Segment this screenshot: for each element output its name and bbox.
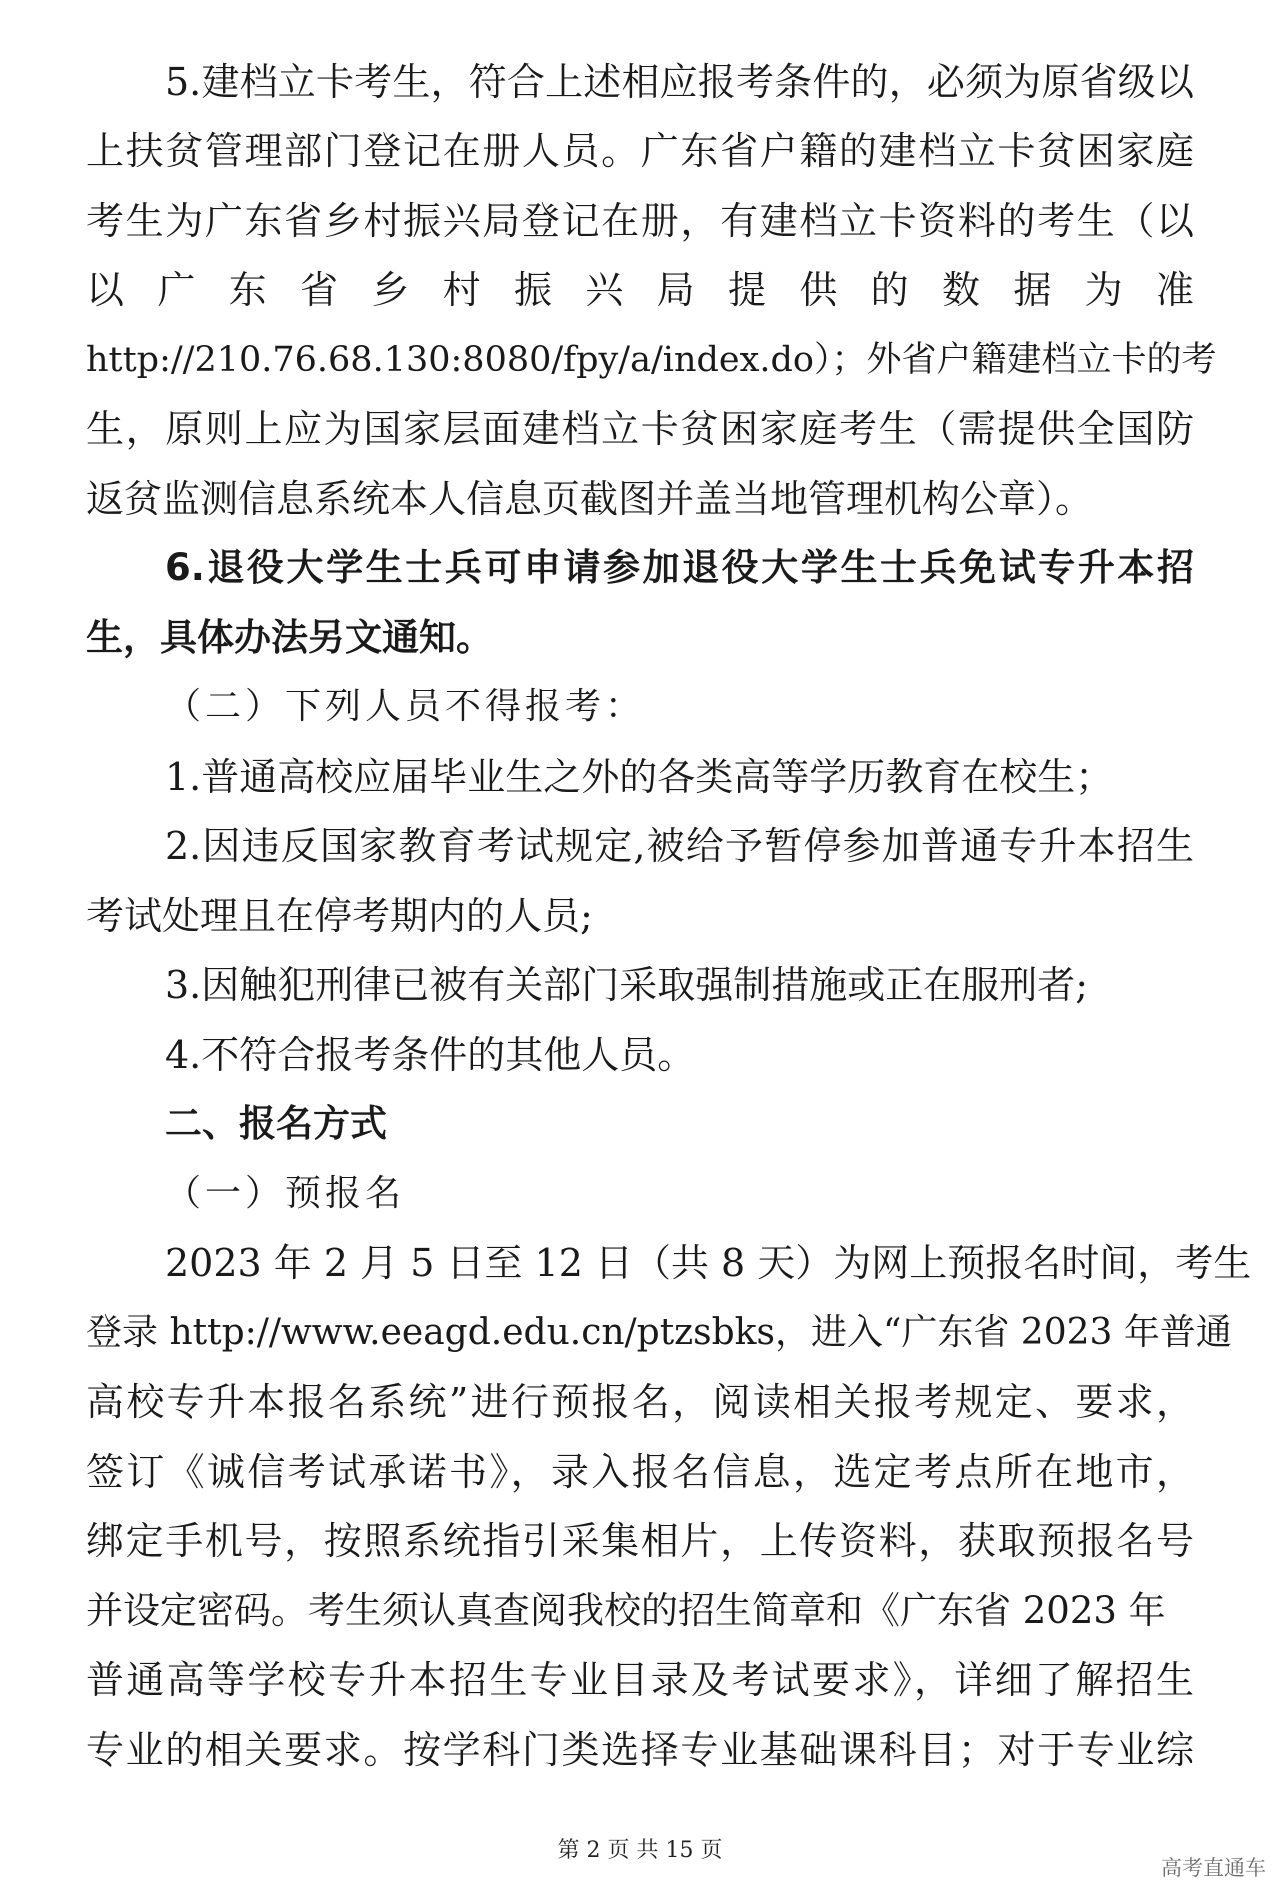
subsection-heading: （一）预报名 [165,1173,406,1214]
bold-paragraph-line: 6.退役大学生士兵可申请参加退役大学生士兵免试专升本招 [165,546,1194,589]
page-number-footer: 第 2 页 共 15 页 [557,1838,723,1863]
list-item: 3.因触犯刑律已被有关部门采取强制措施或正在服刑者; [165,963,1089,1007]
paragraph-line: 登录 http://www.eeagd.edu.cn/ptzsbks，进入“广东省 2023 年普通 [86,1312,1232,1353]
paragraph-line: 2023 年 2 月 5 日至 12 日（共 8 天）为网上预报名时间，考生 [165,1241,1252,1285]
subsection-heading: （二）下列人员不得报考： [165,686,646,727]
section-heading: 二、报名方式 [165,1102,387,1145]
list-item: 1.普通高校应届毕业生之外的各类高等学历教育在校生； [165,755,1114,799]
paragraph-line: 并设定密码。考生须认真查阅我校的招生简章和《广东省 2023 年 [86,1589,1166,1632]
paragraph-line: http://210.76.68.130:8080/fpy/a/index.do）；外省户籍建档立卡的考 [86,340,1217,380]
paragraph-line: 绑定手机号，按照系统指引采集相片，上传资料，获取预报名号 [86,1519,1194,1563]
paragraph-line: 5.建档立卡考生，符合上述相应报考条件的，必须为原省级以 [165,60,1194,104]
paragraph-line: 高校专升本报名系统”进行预报名，阅读相关报考规定、要求， [86,1380,1194,1424]
paragraph-line: 签订《诚信考试承诺书》，录入报名信息，选定考点所在地市， [86,1450,1194,1494]
list-item: 2.因违反国家教育考试规定,被给予暂停参加普通专升本招生 [165,824,1194,868]
paragraph-line: 生，原则上应为国家层面建档立卡贫困家庭考生（需提供全国防 [86,407,1194,451]
paragraph-line: 考生为广东省乡村振兴局登记在册，有建档立卡资料的考生（以 [86,199,1194,243]
watermark: 高考直通车 [1161,1856,1266,1880]
bold-paragraph-line: 生，具体办法另文通知。 [86,616,493,659]
list-item: 4.不符合报考条件的其他人员。 [165,1033,696,1077]
paragraph-line: 上扶贫管理部门登记在册人员。广东省户籍的建档立卡贫困家庭 [86,129,1194,173]
paragraph-line: 返贫监测信息系统本人信息页截图并盖当地管理机构公章）。 [86,477,1094,521]
paragraph-line: 以广东省乡村振兴局提供的数据为准 [86,268,1194,312]
list-item-continuation: 考试处理且在停考期内的人员; [86,894,593,938]
paragraph-line: 普通高等学校专升本招生专业目录及考试要求》，详细了解招生 [86,1658,1194,1702]
paragraph-line: 专业的相关要求。按学科门类选择专业基础课科目；对于专业综 [86,1728,1194,1772]
